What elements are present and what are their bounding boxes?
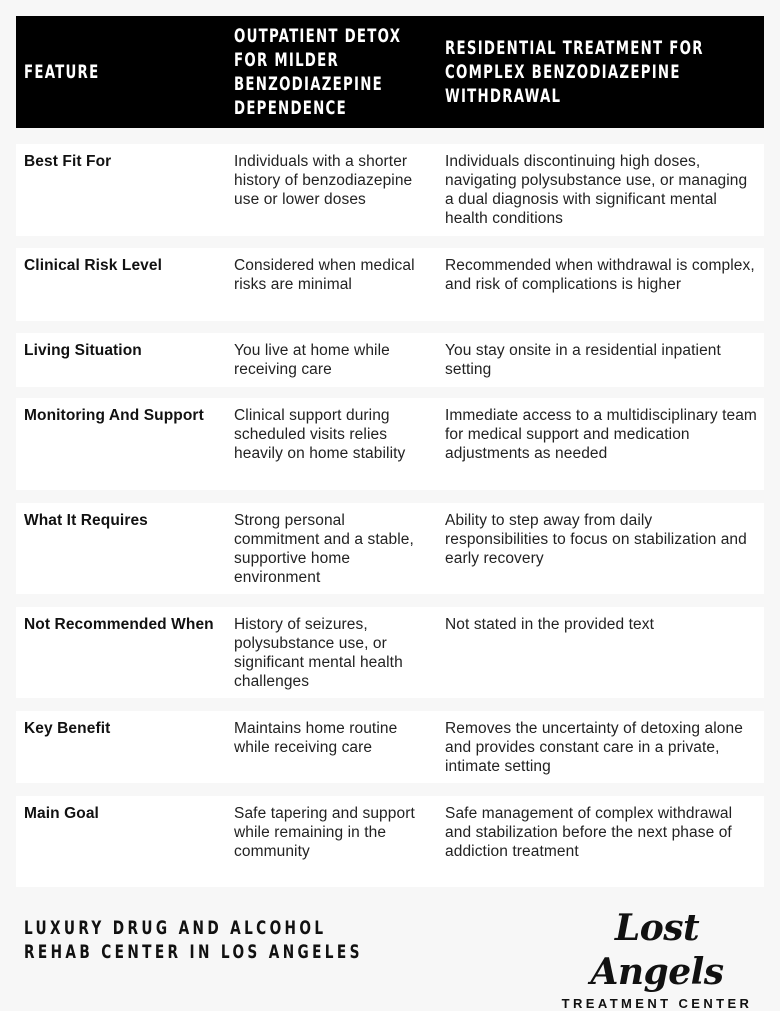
table-row <box>16 503 764 594</box>
feature-label: Not Recommended When <box>24 616 214 633</box>
residential-cell: Safe management of complex withdrawal and stabilization before the next phase of addiction treatment <box>445 805 733 860</box>
table-row <box>16 607 764 698</box>
outpatient-cell: Safe tapering and support while remaining in the community <box>234 805 415 860</box>
table-row <box>16 333 764 387</box>
footer-tagline <box>24 916 392 964</box>
feature-label: Main Goal <box>24 805 99 822</box>
table-row <box>16 711 764 783</box>
tagline-line-2: REHAB CENTER IN LOS ANGELES <box>24 941 363 963</box>
feature-label: Monitoring And Support <box>24 407 204 424</box>
residential-cell: Immediate access to a multidisciplinary team for medical support and medication adjustments as needed <box>445 407 757 462</box>
residential-cell: Not stated in the provided text <box>445 616 655 633</box>
header-feature: FEATURE <box>24 61 100 83</box>
outpatient-cell: Considered when medical risks are minimal <box>234 257 415 293</box>
residential-cell: Recommended when withdrawal is complex, and risk of complications is higher <box>445 257 755 293</box>
header-outpatient: OUTPATIENT DETOX FOR MILDER BENZODIAZEPINE DEPENDENCE <box>234 25 402 119</box>
table-row <box>16 796 764 887</box>
feature-label: Clinical Risk Level <box>24 257 163 274</box>
outpatient-cell: Maintains home routine while receiving care <box>234 720 398 756</box>
table-header <box>16 16 764 128</box>
residential-cell: You stay onsite in a residential inpatient setting <box>445 342 721 378</box>
logo-wordmark: Lost Angels <box>590 907 724 993</box>
table-row <box>16 398 764 490</box>
header-residential: RESIDENTIAL TREATMENT FOR COMPLEX BENZODIAZEPINE WITHDRAWAL <box>445 37 704 107</box>
table-row <box>16 248 764 321</box>
residential-cell: Removes the uncertainty of detoxing alone and provides constant care in a private, intimate setting <box>445 720 743 775</box>
feature-label: What It Requires <box>24 512 148 529</box>
feature-label: Key Benefit <box>24 720 111 737</box>
feature-label: Best Fit For <box>24 153 112 170</box>
feature-label: Living Situation <box>24 342 142 359</box>
outpatient-cell: Clinical support during scheduled visits relies heavily on home stability <box>234 407 406 462</box>
brand-logo <box>552 906 762 1011</box>
outpatient-cell: You live at home while receiving care <box>234 342 390 378</box>
table-row <box>16 144 764 236</box>
residential-cell: Individuals discontinuing high doses, navigating polysubstance use, or managing a dual diagnosis with significant mental health conditions <box>445 153 748 227</box>
tagline-line-1: LUXURY DRUG AND ALCOHOL <box>24 917 327 939</box>
outpatient-cell: Strong personal commitment and a stable, supportive home environment <box>234 512 414 586</box>
outpatient-cell: History of seizures, polysubstance use, or significant mental health challenges <box>234 616 403 690</box>
logo-subtitle: TREATMENT CENTER <box>561 996 753 1011</box>
residential-cell: Ability to step away from daily responsibilities to focus on stabilization and early recovery <box>445 512 747 567</box>
outpatient-cell: Individuals with a shorter history of benzodiazepine use or lower doses <box>234 153 413 208</box>
